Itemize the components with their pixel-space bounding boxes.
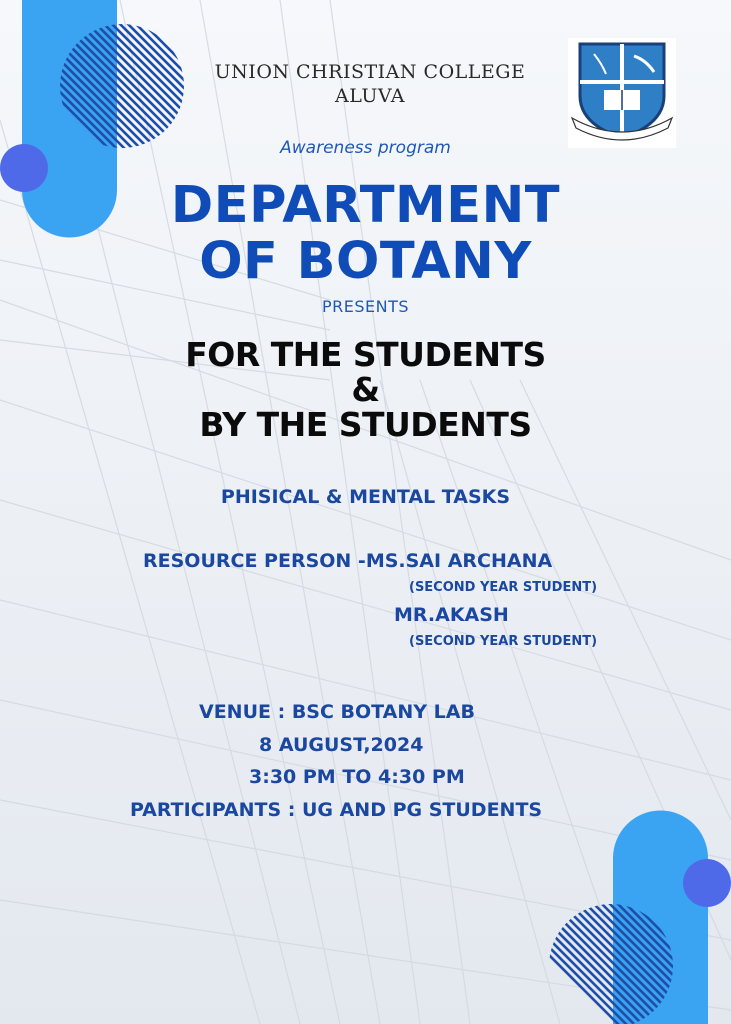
tasks-heading: PHISICAL & MENTAL TASKS bbox=[220, 486, 511, 508]
presents-label: PRESENTS bbox=[321, 297, 410, 316]
college-emblem-logo bbox=[568, 38, 676, 148]
department-line2: OF BOTANY bbox=[199, 232, 532, 291]
time-line: 3:30 PM TO 4:30 PM bbox=[249, 766, 465, 788]
department-title bbox=[0, 178, 731, 290]
department-line1: DEPARTMENT bbox=[170, 176, 561, 235]
resource-person-line: RESOURCE PERSON -MS.SAI ARCHANA bbox=[143, 550, 553, 572]
college-name: UNION CHRISTIAN COLLEGE bbox=[214, 61, 526, 83]
tagline-ampersand: & bbox=[351, 370, 380, 409]
awareness-label: Awareness program bbox=[280, 138, 451, 158]
venue-line: VENUE : BSC BOTANY LAB bbox=[199, 701, 475, 723]
date-line: 8 AUGUST,2024 bbox=[259, 734, 424, 756]
resource-person2-note: (SECOND YEAR STUDENT) bbox=[409, 634, 598, 649]
college-header bbox=[200, 60, 540, 108]
tagline-line1: FOR THE STUDENTS bbox=[185, 335, 546, 374]
event-tagline bbox=[0, 337, 731, 442]
resource-person1-note: (SECOND YEAR STUDENT) bbox=[409, 580, 598, 595]
decor-dot-bottom bbox=[683, 859, 731, 907]
college-place: ALUVA bbox=[335, 85, 405, 107]
resource-person2-name: MR.AKASH bbox=[394, 604, 509, 626]
tagline-line2: BY THE STUDENTS bbox=[199, 405, 532, 444]
participants-line: PARTICIPANTS : UG AND PG STUDENTS bbox=[130, 799, 543, 821]
